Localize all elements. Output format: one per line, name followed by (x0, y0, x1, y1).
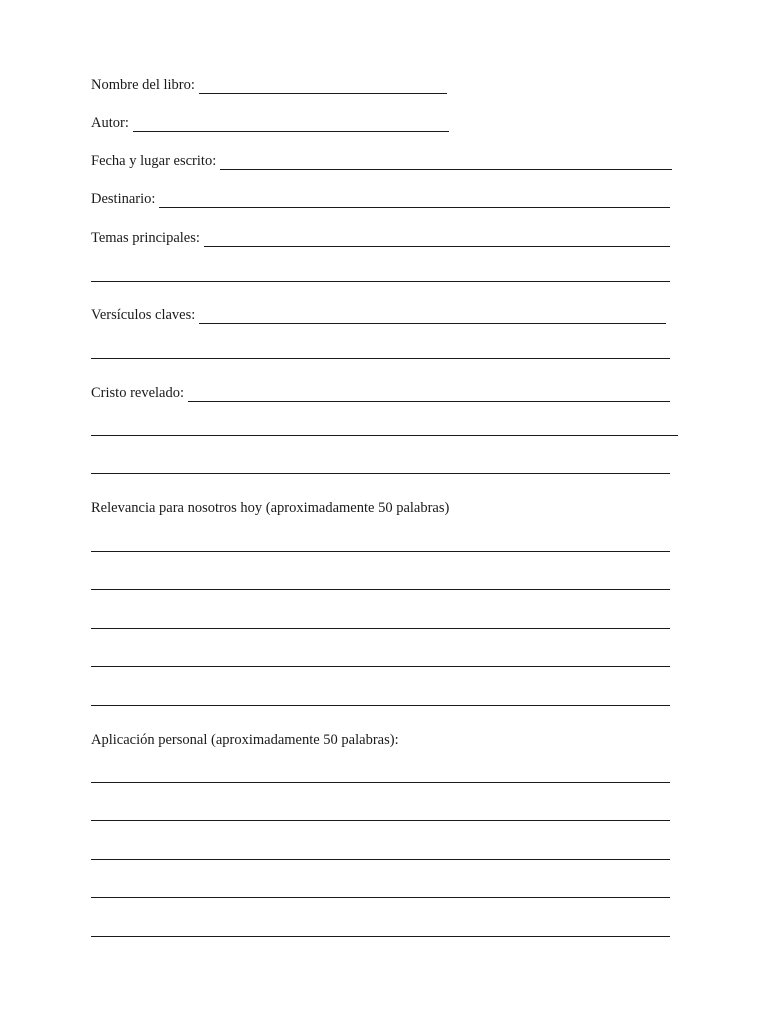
book-name-label: Nombre del libro: (91, 77, 195, 93)
recipient-blank[interactable] (159, 192, 670, 208)
book-name-row (91, 76, 447, 94)
key-verses-blank[interactable] (199, 308, 666, 324)
main-themes-row (91, 229, 670, 247)
main-themes-extra-line[interactable] (91, 281, 670, 282)
personal-application-line-3[interactable] (91, 859, 670, 860)
christ-revealed-extra-line-2[interactable] (91, 473, 670, 474)
relevance-heading: Relevancia para nosotros hoy (aproximadamente 50 palabras) (91, 500, 450, 516)
personal-application-line-2[interactable] (91, 820, 670, 821)
christ-revealed-blank[interactable] (188, 386, 670, 402)
key-verses-row (91, 306, 666, 324)
author-label: Autor: (91, 115, 129, 131)
personal-application-heading: Aplicación personal (aproximadamente 50 palabras): (91, 732, 399, 748)
christ-revealed-extra-line-1[interactable] (91, 435, 678, 436)
relevance-line-2[interactable] (91, 589, 670, 590)
recipient-row (91, 190, 670, 208)
personal-application-line-1[interactable] (91, 782, 670, 783)
key-verses-label: Versículos claves: (91, 307, 196, 323)
christ-revealed-row (91, 384, 670, 402)
personal-application-line-5[interactable] (91, 936, 670, 937)
date-place-label: Fecha y lugar escrito: (91, 153, 217, 169)
relevance-line-3[interactable] (91, 628, 670, 629)
recipient-label: Destinario: (91, 191, 156, 207)
date-place-blank[interactable] (220, 154, 672, 170)
main-themes-label: Temas principales: (91, 230, 200, 246)
main-themes-blank[interactable] (204, 231, 670, 247)
christ-revealed-label: Cristo revelado: (91, 385, 185, 401)
relevance-line-4[interactable] (91, 666, 670, 667)
personal-application-line-4[interactable] (91, 897, 670, 898)
author-row (91, 114, 449, 132)
book-name-blank[interactable] (199, 78, 447, 94)
key-verses-extra-line[interactable] (91, 358, 670, 359)
relevance-line-5[interactable] (91, 705, 670, 706)
relevance-line-1[interactable] (91, 551, 670, 552)
author-blank[interactable] (133, 116, 449, 132)
date-place-row (91, 152, 672, 170)
